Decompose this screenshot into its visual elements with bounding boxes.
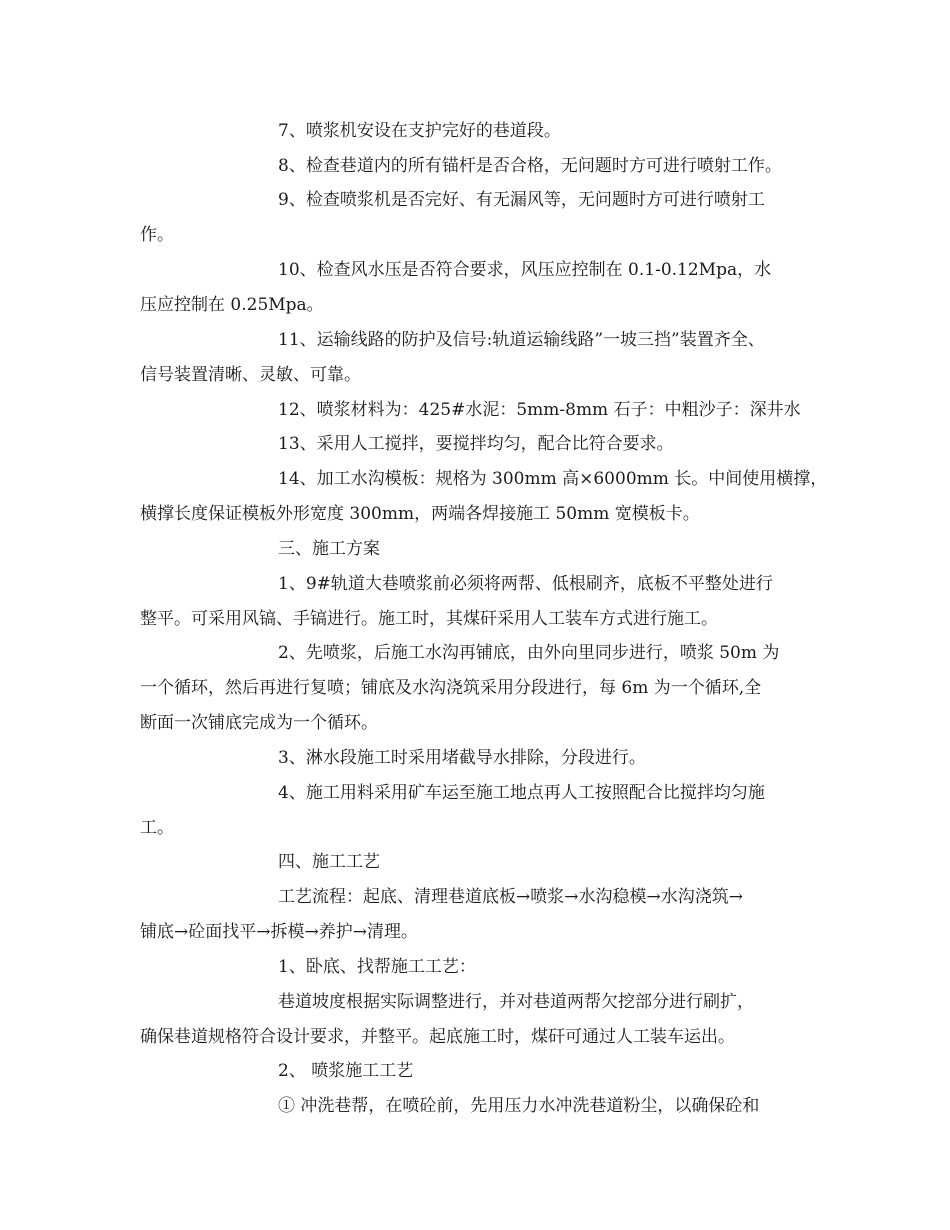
text-line: 7、喷浆机安设在支护完好的巷道段。 xyxy=(278,121,561,141)
text-line: 8、检查巷道内的所有锚杆是否合格，无问题时方可进行喷射工作。 xyxy=(278,156,782,176)
text-line: 1、9#轨道大巷喷浆前必须将两帮、低根刷齐，底板不平整处进行 xyxy=(278,574,773,594)
section-heading: 三、施工方案 xyxy=(278,539,380,559)
text-line: 巷道坡度根据实际调整进行，并对巷道两帮欠挖部分进行刷扩， xyxy=(278,992,754,1012)
text-line: 信号装置清晰、灵敏、可靠。 xyxy=(140,365,361,385)
text-line: 铺底→砼面找平→拆模→养护→清理。 xyxy=(140,922,418,942)
text-line: 工艺流程：起底、清理巷道底板→喷浆→水沟稳模→水沟浇筑→ xyxy=(278,887,743,907)
text-line: 一个循环，然后再进行复喷；铺底及水沟浇筑采用分段进行，每 6m 为一个循环,全 xyxy=(140,678,762,698)
text-line: 2、 喷浆施工工艺 xyxy=(278,1061,414,1081)
text-line: 整平。可采用风镐、手镐进行。施工时，其煤矸采用人工装车方式进行施工。 xyxy=(140,609,718,629)
text-line: 作。 xyxy=(140,225,174,245)
text-line: 横撑长度保证模板外形宽度 300mm，两端各焊接施工 50mm 宽模板卡。 xyxy=(140,504,700,524)
text-line: 1、卧底、找帮施工工艺： xyxy=(278,957,476,977)
text-line: 13、采用人工搅拌，要搅拌均匀，配合比符合要求。 xyxy=(278,434,674,454)
text-line: ① 冲洗巷帮，在喷砼前，先用压力水冲洗巷道粉尘，以确保砼和 xyxy=(278,1096,760,1116)
text-line: 12、喷浆材料为：425#水泥：5mm-8mm 石子：中粗沙子：深井水 xyxy=(278,400,801,420)
text-line: 压应控制在 0.25Mpa。 xyxy=(140,295,324,315)
text-line: 确保巷道规格符合设计要求，并整平。起底施工时，煤矸可通过人工装车运出。 xyxy=(140,1027,735,1047)
text-line: 11、运输线路的防护及信号:轨道运输线路”一坡三挡”装置齐全、 xyxy=(278,330,765,350)
text-line: 14、加工水沟模板：规格为 300mm 高×6000mm 长。中间使用横撑， xyxy=(278,469,828,489)
text-line: 9、检查喷浆机是否完好、有无漏风等，无问题时方可进行喷射工 xyxy=(278,190,765,210)
text-line: 2、先喷浆，后施工水沟再铺底，由外向里同步进行，喷浆 50m 为 xyxy=(278,643,780,663)
text-line: 工。 xyxy=(140,818,174,838)
text-line: 4、施工用料采用矿车运至施工地点再人工按照配合比搅拌均匀施 xyxy=(278,783,765,803)
section-heading: 四、施工工艺 xyxy=(278,852,380,872)
text-line: 断面一次铺底完成为一个循环。 xyxy=(140,713,378,733)
text-line: 3、淋水段施工时采用堵截导水排除，分段进行。 xyxy=(278,748,646,768)
text-line: 10、检查风水压是否符合要求，风压应控制在 0.1-0.12Mpa，水 xyxy=(278,260,772,280)
